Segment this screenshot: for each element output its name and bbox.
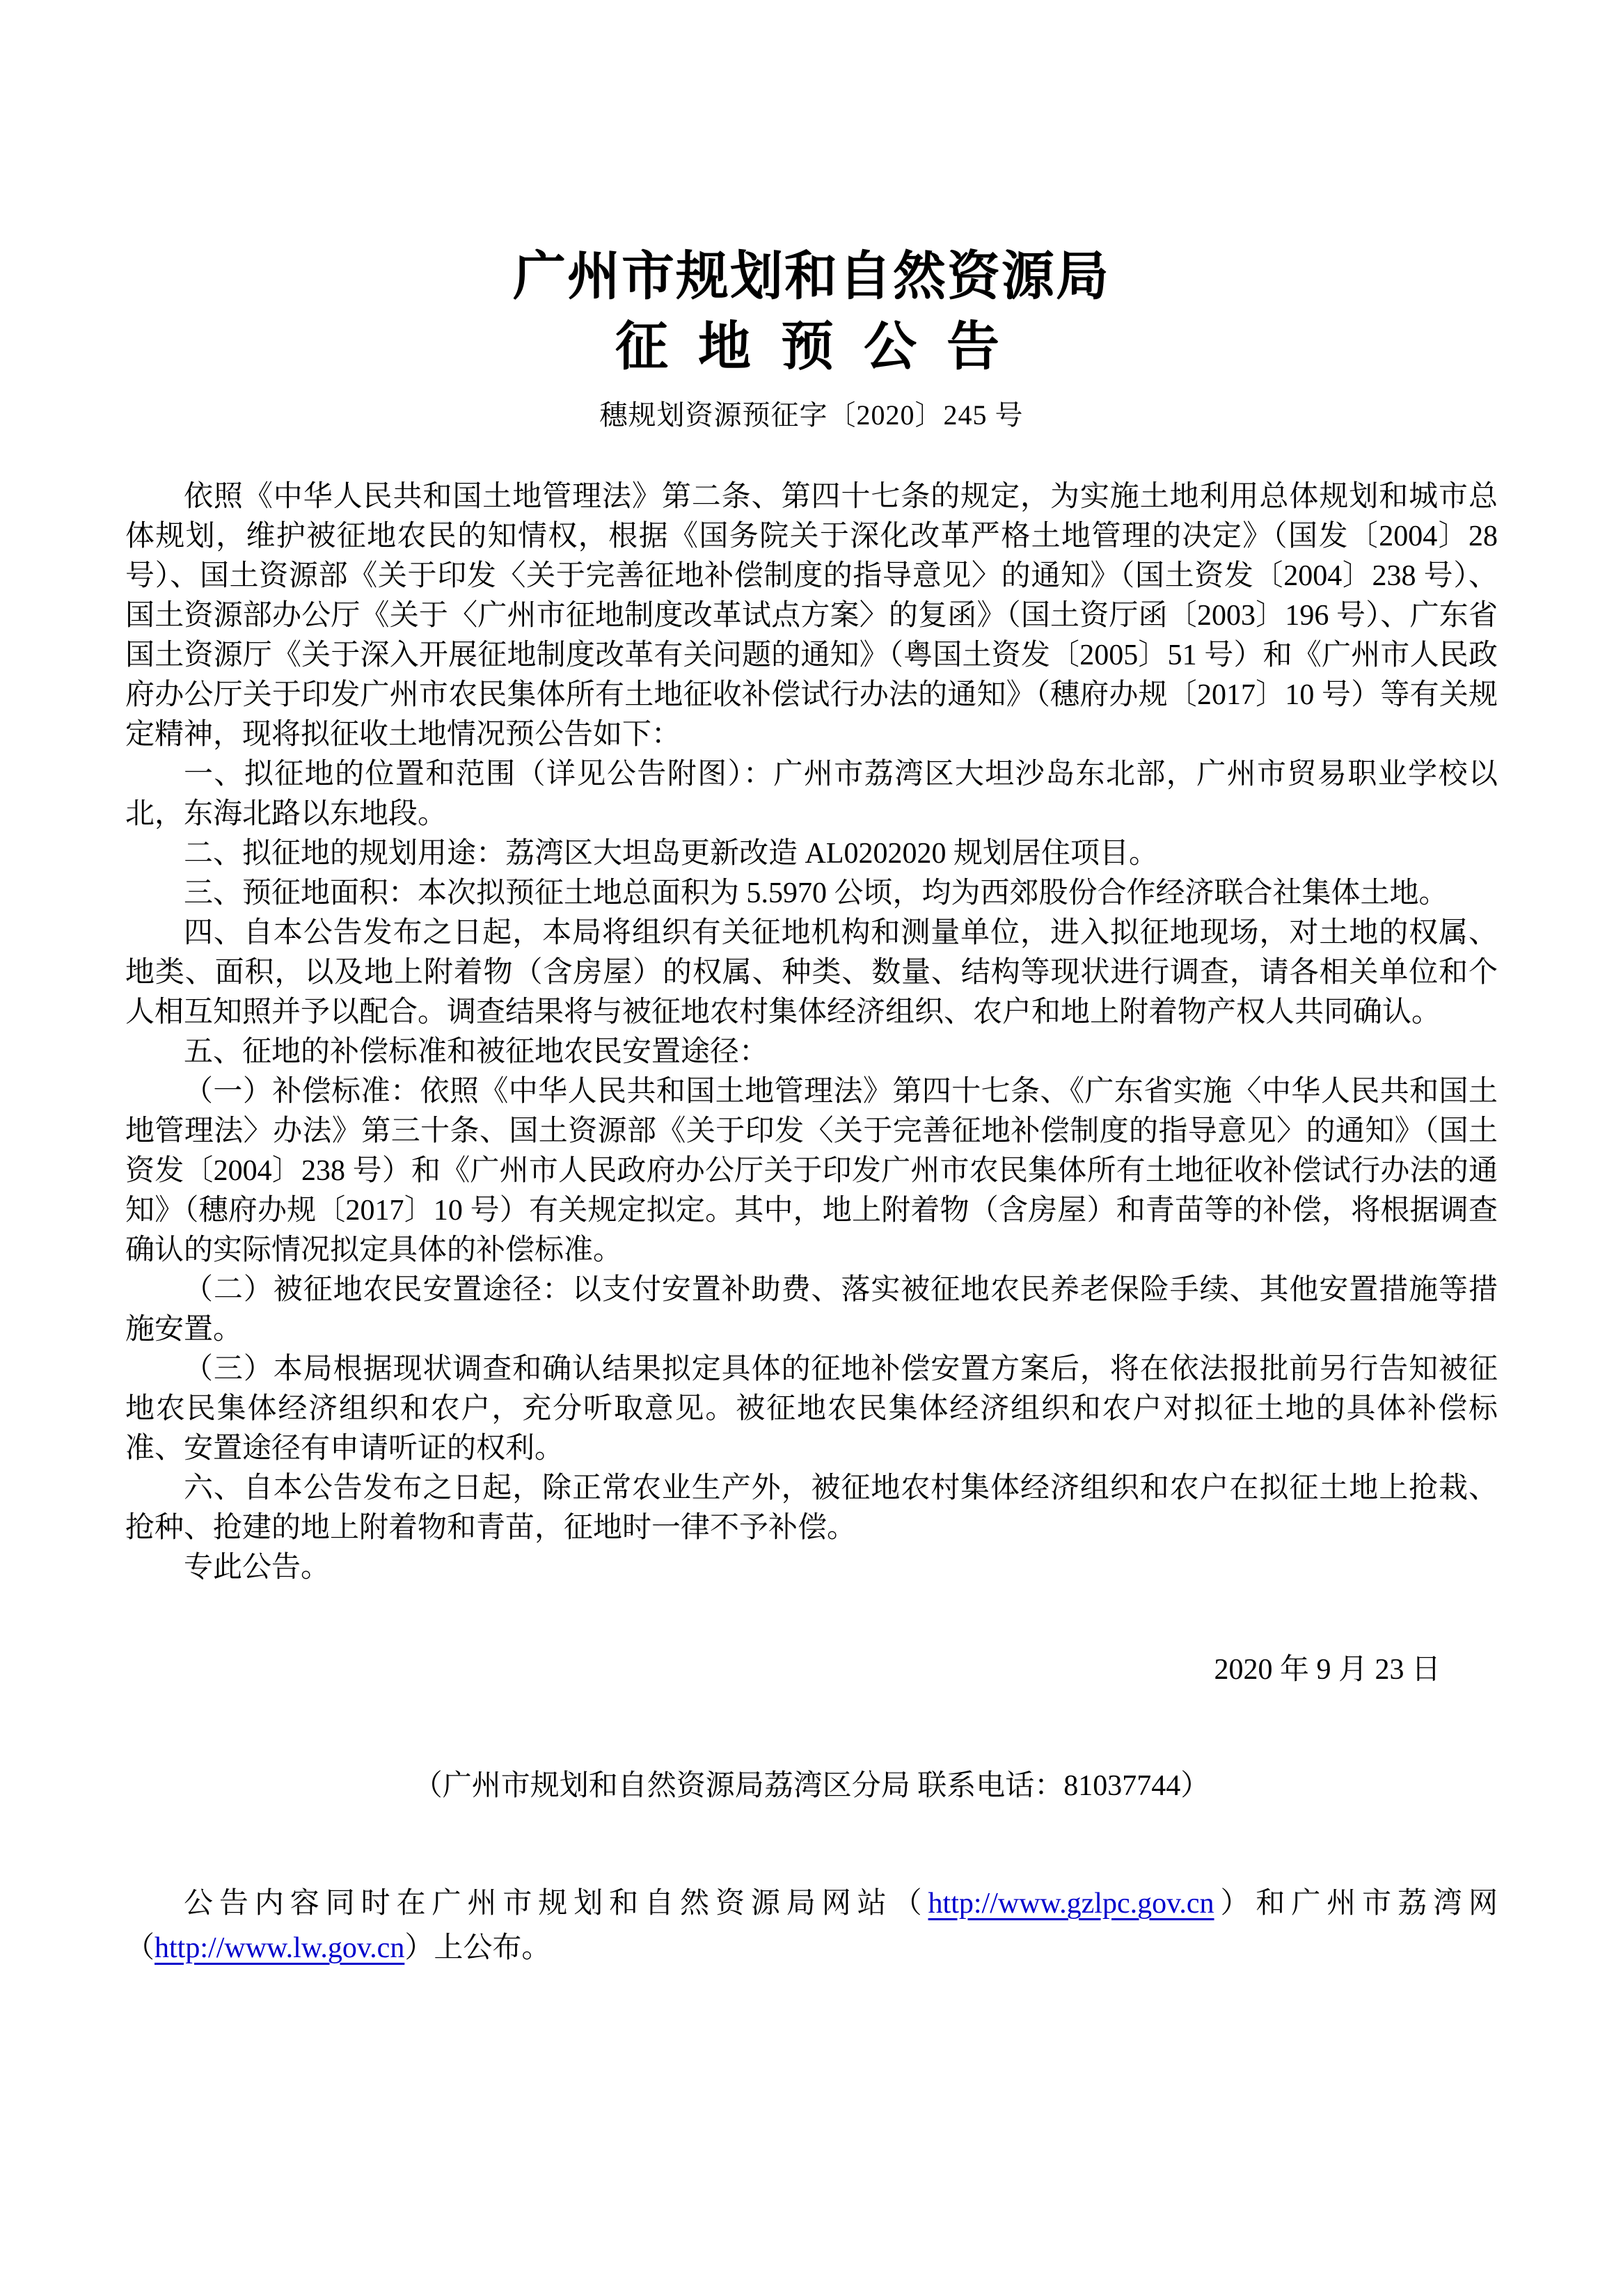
publication-note-middle: ）和广州市荔湾网（ — [125, 1888, 1498, 1964]
contact-line: （广州市规划和自然资源局荔湾区分局 联系电话：81037744） — [413, 1770, 1210, 1802]
announcement-title: 征 地 预 公 告 — [615, 318, 1008, 376]
publication-note — [125, 1881, 1498, 1970]
issue-date: 2020 年 9 月 23 日 — [1214, 1654, 1441, 1686]
document-header — [0, 0, 1623, 433]
body-paragraph: 专此公告。 — [184, 1552, 331, 1584]
body-paragraph: 二、拟征地的规划用途：荔湾区大坦岛更新改造 AL0202020 规划居住项目。 — [184, 838, 1158, 870]
body-paragraph: （三）本局根据现状调查和确认结果拟定具体的征地补偿安置方案后，将在依法报批前另行告知被征地农民集体经济组织和农户，充分听取意见。被征地农民集体经济组织和农户对拟征土地的具体补偿标准、安置途径有申请听证的权利。 — [125, 1353, 1498, 1465]
liwan-website-link[interactable]: http://www.lw.gov.cn — [155, 1932, 405, 1964]
publication-note-paragraph — [125, 1881, 1498, 1970]
body-paragraph: 依照《中华人民共和国土地管理法》第二条、第四十七条的规定，为实施土地利用总体规划和城市总体规划，维护被征地农民的知情权，根据《国务院关于深化改革严格土地管理的决定》（国发〔2004〕28 号）、国土资源部《关于印发〈关于完善征地补偿制度的指导意见〉的通知》（国土资发〔2004〕238 号）、国土资源部办公厅《关于〈广州市征地制度改革试点方案〉的复函》（国土资厅函〔2003〕196 号）、广东省国土资源厅《关于深入开展征地制度改革有关问题的通知》（粤国土资发〔2005〕51 号）和《广州市人民政府办公厅关于印发广州市农民集体所有土地征收补偿试行办法的通知》（穗府办规〔2017〕10 号）等有关规定精神，现将拟征收土地情况预公告如下： — [125, 481, 1498, 751]
body-paragraph: 五、征地的补偿标准和被征地农民安置途径： — [184, 1036, 769, 1068]
publication-note-suffix: ）上公布。 — [404, 1932, 551, 1964]
issuing-authority-title: 广州市规划和自然资源局 — [513, 248, 1110, 306]
gzlpc-website-link[interactable]: http://www.gzlpc.gov.cn — [928, 1888, 1214, 1920]
body-paragraph: （一）补偿标准：依照《中华人民共和国土地管理法》第四十七条、《广东省实施〈中华人民共和国土地管理法〉办法》第三十条、国土资源部《关于印发〈关于完善征地补偿制度的指导意见〉的通知》（国土资发〔2004〕238 号）和《广州市人民政府办公厅关于印发广州市农民集体所有土地征收补偿试行办法的通知》（穗府办规〔2017〕10 号）有关规定拟定。其中，地上附着物（含房屋）和青苗等的补偿，将根据调查确认的实际情况拟定具体的补偿标准。 — [125, 1076, 1498, 1266]
body-paragraph: 三、预征地面积：本次拟预征土地总面积为 5.5970 公顷，均为西郊股份合作经济联合社集体土地。 — [184, 877, 1448, 909]
body-paragraph: 四、自本公告发布之日起，本局将组织有关征地机构和测量单位，进入拟征地现场，对土地的权属、地类、面积，以及地上附着物（含房屋）的权属、种类、数量、结构等现状进行调查，请各相关单位和个人相互知照并予以配合。调查结果将与被征地农村集体经济组织、农户和地上附着物产权人共同确认。 — [125, 917, 1498, 1028]
publication-note-prefix: 公告内容同时在广州市规划和自然资源局网站（ — [184, 1888, 928, 1920]
announcement-body — [125, 477, 1498, 1588]
body-paragraph: 六、自本公告发布之日起，除正常农业生产外，被征地农村集体经济组织和农户在拟征土地上抢栽、抢种、抢建的地上附着物和青苗，征地时一律不予补偿。 — [125, 1472, 1498, 1544]
body-paragraph: 一、拟征地的位置和范围（详见公告附图）：广州市荔湾区大坦沙岛东北部，广州市贸易职业学校以北，东海北路以东地段。 — [125, 758, 1498, 830]
document-number: 穗规划资源预征字〔2020〕245 号 — [599, 399, 1024, 431]
body-paragraph: （二）被征地农民安置途径：以支付安置补助费、落实被征地农民养老保险手续、其他安置措施等措施安置。 — [125, 1274, 1498, 1346]
